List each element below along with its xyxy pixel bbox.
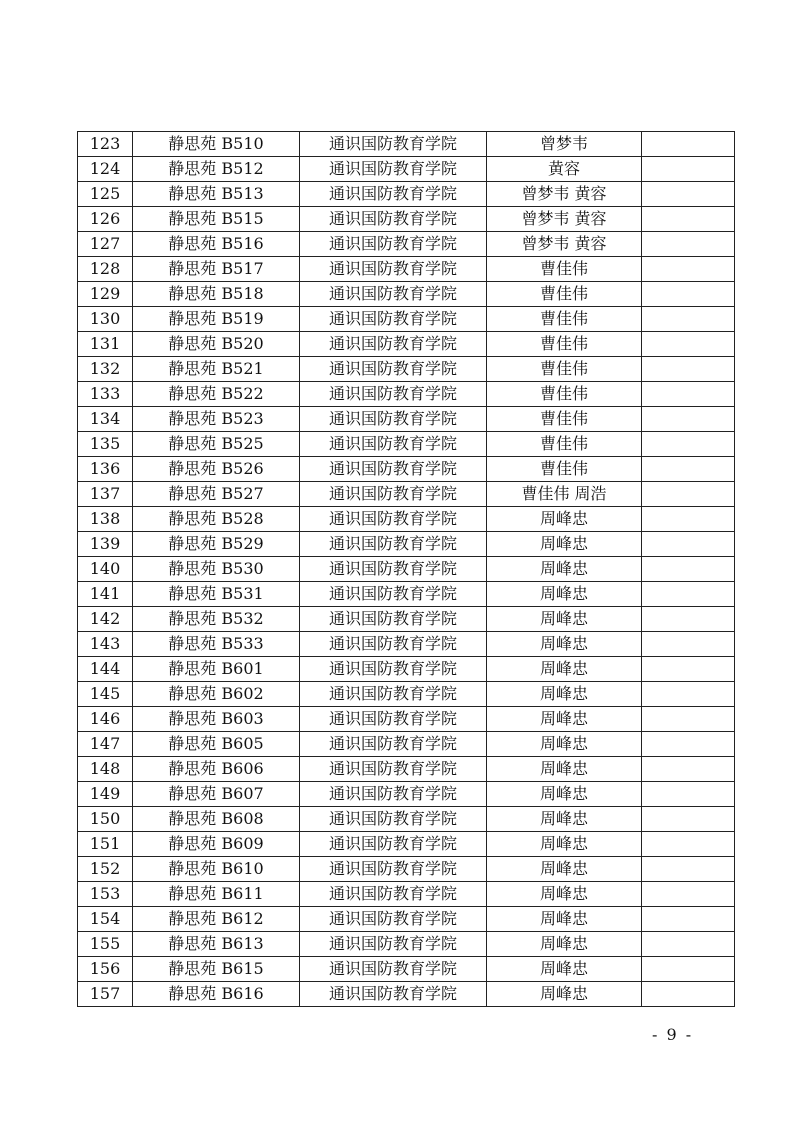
counselor-cell: 周峰忠: [487, 582, 642, 607]
counselor-cell: 曹佳伟: [487, 407, 642, 432]
remark-cell: [642, 732, 735, 757]
remark-cell: [642, 882, 735, 907]
row-number-cell: 124: [78, 157, 133, 182]
row-number-cell: 155: [78, 932, 133, 957]
college-cell: 通识国防教育学院: [300, 207, 487, 232]
remark-cell: [642, 782, 735, 807]
table-body: [78, 132, 735, 1007]
table-row: [78, 507, 735, 532]
room-cell: 静思苑 B528: [133, 507, 300, 532]
remark-cell: [642, 457, 735, 482]
remark-cell: [642, 307, 735, 332]
counselor-cell: 周峰忠: [487, 757, 642, 782]
counselor-cell: 曹佳伟: [487, 332, 642, 357]
row-number-cell: 154: [78, 907, 133, 932]
table-row: [78, 357, 735, 382]
room-cell: 静思苑 B602: [133, 682, 300, 707]
counselor-cell: 周峰忠: [487, 907, 642, 932]
remark-cell: [642, 232, 735, 257]
remark-cell: [642, 332, 735, 357]
table-row: [78, 857, 735, 882]
room-cell: 静思苑 B518: [133, 282, 300, 307]
room-cell: 静思苑 B529: [133, 532, 300, 557]
row-number-cell: 130: [78, 307, 133, 332]
table-row: [78, 932, 735, 957]
table-row: [78, 707, 735, 732]
room-cell: 静思苑 B526: [133, 457, 300, 482]
row-number-cell: 147: [78, 732, 133, 757]
row-number-cell: 146: [78, 707, 133, 732]
room-cell: 静思苑 B533: [133, 632, 300, 657]
counselor-cell: 曹佳伟: [487, 382, 642, 407]
table-row: [78, 782, 735, 807]
room-cell: 静思苑 B525: [133, 432, 300, 457]
college-cell: 通识国防教育学院: [300, 332, 487, 357]
room-cell: 静思苑 B513: [133, 182, 300, 207]
college-cell: 通识国防教育学院: [300, 932, 487, 957]
table-row: [78, 207, 735, 232]
college-cell: 通识国防教育学院: [300, 807, 487, 832]
remark-cell: [642, 207, 735, 232]
row-number-cell: 126: [78, 207, 133, 232]
college-cell: 通识国防教育学院: [300, 907, 487, 932]
dormitory-table: [77, 131, 735, 1007]
room-cell: 静思苑 B523: [133, 407, 300, 432]
row-number-cell: 136: [78, 457, 133, 482]
table-row: [78, 657, 735, 682]
table-row: [78, 682, 735, 707]
counselor-cell: 周峰忠: [487, 982, 642, 1007]
room-cell: 静思苑 B532: [133, 607, 300, 632]
college-cell: 通识国防教育学院: [300, 707, 487, 732]
remark-cell: [642, 907, 735, 932]
college-cell: 通识国防教育学院: [300, 457, 487, 482]
college-cell: 通识国防教育学院: [300, 407, 487, 432]
remark-cell: [642, 507, 735, 532]
college-cell: 通识国防教育学院: [300, 732, 487, 757]
table-row: [78, 407, 735, 432]
college-cell: 通识国防教育学院: [300, 682, 487, 707]
counselor-cell: 曾梦韦 黄容: [487, 207, 642, 232]
college-cell: 通识国防教育学院: [300, 307, 487, 332]
remark-cell: [642, 557, 735, 582]
remark-cell: [642, 807, 735, 832]
table-row: [78, 307, 735, 332]
remark-cell: [642, 482, 735, 507]
room-cell: 静思苑 B605: [133, 732, 300, 757]
room-cell: 静思苑 B522: [133, 382, 300, 407]
room-cell: 静思苑 B608: [133, 807, 300, 832]
remark-cell: [642, 257, 735, 282]
counselor-cell: 曹佳伟: [487, 257, 642, 282]
college-cell: 通识国防教育学院: [300, 607, 487, 632]
counselor-cell: 周峰忠: [487, 857, 642, 882]
row-number-cell: 152: [78, 857, 133, 882]
college-cell: 通识国防教育学院: [300, 282, 487, 307]
row-number-cell: 127: [78, 232, 133, 257]
room-cell: 静思苑 B616: [133, 982, 300, 1007]
row-number-cell: 137: [78, 482, 133, 507]
remark-cell: [642, 957, 735, 982]
room-cell: 静思苑 B607: [133, 782, 300, 807]
counselor-cell: 周峰忠: [487, 507, 642, 532]
remark-cell: [642, 982, 735, 1007]
room-cell: 静思苑 B610: [133, 857, 300, 882]
remark-cell: [642, 532, 735, 557]
counselor-cell: 曾梦韦 黄容: [487, 232, 642, 257]
room-cell: 静思苑 B601: [133, 657, 300, 682]
college-cell: 通识国防教育学院: [300, 432, 487, 457]
table-row: [78, 882, 735, 907]
room-cell: 静思苑 B609: [133, 832, 300, 857]
row-number-cell: 157: [78, 982, 133, 1007]
room-cell: 静思苑 B527: [133, 482, 300, 507]
remark-cell: [642, 632, 735, 657]
college-cell: 通识国防教育学院: [300, 657, 487, 682]
counselor-cell: 周峰忠: [487, 632, 642, 657]
college-cell: 通识国防教育学院: [300, 182, 487, 207]
table-row: [78, 257, 735, 282]
counselor-cell: 曹佳伟: [487, 282, 642, 307]
remark-cell: [642, 832, 735, 857]
table-row: [78, 132, 735, 157]
room-cell: 静思苑 B615: [133, 957, 300, 982]
table-row: [78, 432, 735, 457]
row-number-cell: 123: [78, 132, 133, 157]
room-cell: 静思苑 B606: [133, 757, 300, 782]
table-row: [78, 832, 735, 857]
college-cell: 通识国防教育学院: [300, 882, 487, 907]
college-cell: 通识国防教育学院: [300, 482, 487, 507]
counselor-cell: 曾梦韦: [487, 132, 642, 157]
college-cell: 通识国防教育学院: [300, 532, 487, 557]
row-number-cell: 132: [78, 357, 133, 382]
remark-cell: [642, 682, 735, 707]
college-cell: 通识国防教育学院: [300, 582, 487, 607]
counselor-cell: 黄容: [487, 157, 642, 182]
college-cell: 通识国防教育学院: [300, 507, 487, 532]
room-cell: 静思苑 B611: [133, 882, 300, 907]
room-cell: 静思苑 B517: [133, 257, 300, 282]
college-cell: 通识国防教育学院: [300, 132, 487, 157]
row-number-cell: 133: [78, 382, 133, 407]
table-row: [78, 757, 735, 782]
remark-cell: [642, 407, 735, 432]
row-number-cell: 138: [78, 507, 133, 532]
row-number-cell: 150: [78, 807, 133, 832]
counselor-cell: 周峰忠: [487, 882, 642, 907]
row-number-cell: 143: [78, 632, 133, 657]
table-row: [78, 232, 735, 257]
college-cell: 通识国防教育学院: [300, 782, 487, 807]
table-row: [78, 957, 735, 982]
remark-cell: [642, 382, 735, 407]
remark-cell: [642, 132, 735, 157]
room-cell: 静思苑 B510: [133, 132, 300, 157]
college-cell: 通识国防教育学院: [300, 957, 487, 982]
counselor-cell: 周峰忠: [487, 557, 642, 582]
remark-cell: [642, 857, 735, 882]
table-row: [78, 382, 735, 407]
counselor-cell: 周峰忠: [487, 932, 642, 957]
remark-cell: [642, 282, 735, 307]
counselor-cell: 曾梦韦 黄容: [487, 182, 642, 207]
remark-cell: [642, 357, 735, 382]
counselor-cell: 曹佳伟: [487, 432, 642, 457]
table-row: [78, 332, 735, 357]
row-number-cell: 140: [78, 557, 133, 582]
table-row: [78, 157, 735, 182]
counselor-cell: 曹佳伟: [487, 357, 642, 382]
college-cell: 通识国防教育学院: [300, 382, 487, 407]
row-number-cell: 145: [78, 682, 133, 707]
row-number-cell: 156: [78, 957, 133, 982]
room-cell: 静思苑 B530: [133, 557, 300, 582]
counselor-cell: 曹佳伟 周浩: [487, 482, 642, 507]
counselor-cell: 周峰忠: [487, 657, 642, 682]
row-number-cell: 134: [78, 407, 133, 432]
room-cell: 静思苑 B519: [133, 307, 300, 332]
row-number-cell: 142: [78, 607, 133, 632]
counselor-cell: 周峰忠: [487, 707, 642, 732]
row-number-cell: 135: [78, 432, 133, 457]
row-number-cell: 129: [78, 282, 133, 307]
college-cell: 通识国防教育学院: [300, 232, 487, 257]
remark-cell: [642, 932, 735, 957]
table-row: [78, 807, 735, 832]
row-number-cell: 153: [78, 882, 133, 907]
remark-cell: [642, 607, 735, 632]
counselor-cell: 周峰忠: [487, 782, 642, 807]
room-cell: 静思苑 B531: [133, 582, 300, 607]
table-row: [78, 457, 735, 482]
remark-cell: [642, 182, 735, 207]
room-cell: 静思苑 B521: [133, 357, 300, 382]
table-row: [78, 532, 735, 557]
table-row: [78, 632, 735, 657]
college-cell: 通识国防教育学院: [300, 157, 487, 182]
row-number-cell: 151: [78, 832, 133, 857]
table-row: [78, 182, 735, 207]
college-cell: 通识国防教育学院: [300, 857, 487, 882]
table-row: [78, 907, 735, 932]
row-number-cell: 141: [78, 582, 133, 607]
row-number-cell: 125: [78, 182, 133, 207]
table-row: [78, 607, 735, 632]
remark-cell: [642, 707, 735, 732]
table-row: [78, 282, 735, 307]
room-cell: 静思苑 B613: [133, 932, 300, 957]
table-row: [78, 732, 735, 757]
room-cell: 静思苑 B512: [133, 157, 300, 182]
table-row: [78, 582, 735, 607]
row-number-cell: 128: [78, 257, 133, 282]
college-cell: 通识国防教育学院: [300, 832, 487, 857]
counselor-cell: 周峰忠: [487, 682, 642, 707]
page-number: - 9 -: [652, 1025, 694, 1044]
counselor-cell: 周峰忠: [487, 832, 642, 857]
row-number-cell: 144: [78, 657, 133, 682]
college-cell: 通识国防教育学院: [300, 632, 487, 657]
counselor-cell: 周峰忠: [487, 732, 642, 757]
remark-cell: [642, 582, 735, 607]
counselor-cell: 周峰忠: [487, 807, 642, 832]
college-cell: 通识国防教育学院: [300, 757, 487, 782]
college-cell: 通识国防教育学院: [300, 257, 487, 282]
remark-cell: [642, 657, 735, 682]
remark-cell: [642, 157, 735, 182]
table-row: [78, 482, 735, 507]
remark-cell: [642, 432, 735, 457]
room-cell: 静思苑 B603: [133, 707, 300, 732]
room-cell: 静思苑 B612: [133, 907, 300, 932]
table-row: [78, 557, 735, 582]
counselor-cell: 周峰忠: [487, 957, 642, 982]
counselor-cell: 曹佳伟: [487, 457, 642, 482]
college-cell: 通识国防教育学院: [300, 982, 487, 1007]
row-number-cell: 148: [78, 757, 133, 782]
remark-cell: [642, 757, 735, 782]
room-cell: 静思苑 B520: [133, 332, 300, 357]
row-number-cell: 149: [78, 782, 133, 807]
counselor-cell: 曹佳伟: [487, 307, 642, 332]
room-cell: 静思苑 B515: [133, 207, 300, 232]
college-cell: 通识国防教育学院: [300, 357, 487, 382]
college-cell: 通识国防教育学院: [300, 557, 487, 582]
row-number-cell: 139: [78, 532, 133, 557]
table-row: [78, 982, 735, 1007]
room-cell: 静思苑 B516: [133, 232, 300, 257]
row-number-cell: 131: [78, 332, 133, 357]
counselor-cell: 周峰忠: [487, 607, 642, 632]
counselor-cell: 周峰忠: [487, 532, 642, 557]
